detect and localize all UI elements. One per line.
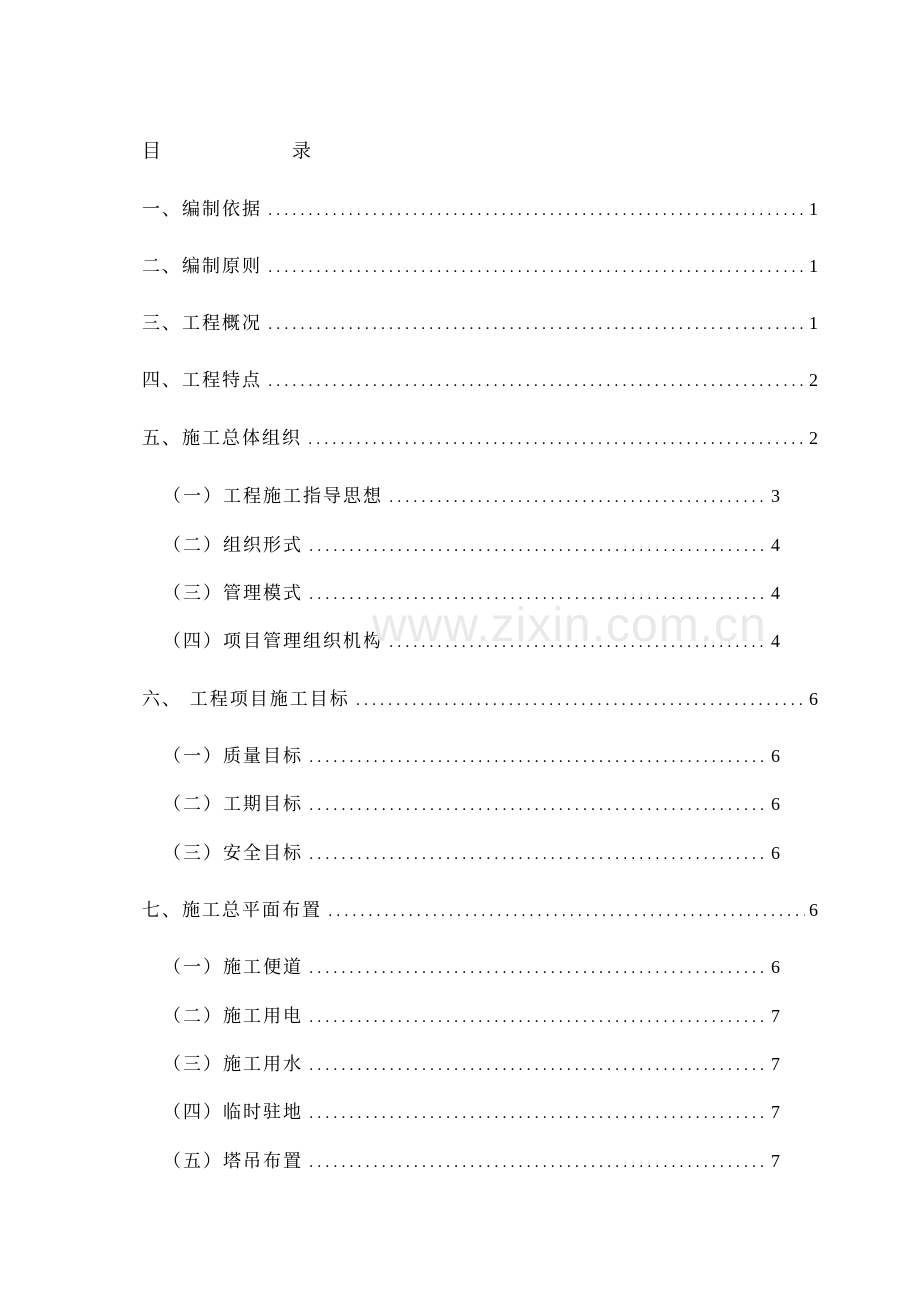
toc-entry[interactable] xyxy=(163,1004,780,1030)
toc-entry-label: 六、 工程项目施工目标 xyxy=(142,689,350,710)
toc-leader-dots xyxy=(309,843,767,867)
toc-entry-label: （五）塔吊布置 xyxy=(163,1151,303,1172)
toc-entry-label: 三、工程概况 xyxy=(142,313,262,334)
toc-entry-label: （三）管理模式 xyxy=(163,583,303,604)
toc-entry-page: 7 xyxy=(771,1102,780,1122)
toc-leader-dots xyxy=(309,1151,767,1175)
toc-leader-dots xyxy=(268,199,805,223)
toc-entry-label: （一）工程施工指导思想 xyxy=(163,486,383,507)
toc-entry-label: 一、编制依据 xyxy=(142,199,262,220)
toc-entry-label: （三）施工用水 xyxy=(163,1054,303,1075)
toc-leader-dots xyxy=(328,900,805,924)
toc-entry[interactable] xyxy=(163,629,780,655)
toc-entry[interactable] xyxy=(163,841,780,867)
toc-entry-label: 四、工程特点 xyxy=(142,370,262,391)
toc-entry[interactable] xyxy=(142,426,818,452)
toc-leader-dots xyxy=(309,535,767,559)
toc-entry[interactable] xyxy=(142,311,818,337)
toc-entry[interactable] xyxy=(142,898,818,924)
toc-entry[interactable] xyxy=(163,484,780,510)
toc-entry-label: 七、施工总平面布置 xyxy=(142,900,322,921)
toc-entry-page: 6 xyxy=(771,843,780,863)
toc-entry[interactable] xyxy=(163,744,780,770)
toc-entry-label: （二）组织形式 xyxy=(163,535,303,556)
toc-leader-dots xyxy=(309,957,767,981)
toc-entry-page: 2 xyxy=(809,428,818,448)
toc-leader-dots xyxy=(309,1102,767,1126)
toc-leader-dots xyxy=(309,746,767,770)
toc-entry-page: 1 xyxy=(809,199,818,219)
toc-title-right: 录 xyxy=(292,140,312,162)
toc-entry[interactable] xyxy=(142,254,818,280)
toc-title xyxy=(142,136,311,163)
toc-entry[interactable] xyxy=(163,533,780,559)
toc-leader-dots xyxy=(268,256,805,280)
toc-entry[interactable] xyxy=(163,1052,780,1078)
toc-entry-page: 6 xyxy=(771,746,780,766)
toc-entry-label: （二）工期目标 xyxy=(163,794,303,815)
toc-entry-label: （三）安全目标 xyxy=(163,843,303,864)
toc-leader-dots xyxy=(309,794,767,818)
toc-entry[interactable] xyxy=(163,792,780,818)
toc-entry-page: 1 xyxy=(809,256,818,276)
toc-entry-page: 3 xyxy=(771,486,780,506)
toc-leader-dots xyxy=(389,631,767,655)
toc-leader-dots xyxy=(268,313,805,337)
toc-entry-page: 7 xyxy=(771,1151,780,1171)
toc-entry-label: （二）施工用电 xyxy=(163,1006,303,1027)
toc-entry-page: 2 xyxy=(809,370,818,390)
toc-entry-label: （一）质量目标 xyxy=(163,746,303,767)
toc-entry[interactable] xyxy=(163,955,780,981)
toc-entry[interactable] xyxy=(163,1100,780,1126)
toc-entry-page: 4 xyxy=(771,535,780,555)
toc-leader-dots xyxy=(389,486,767,510)
toc-entry-page: 7 xyxy=(771,1054,780,1074)
toc-title-left: 目 xyxy=(142,140,162,162)
toc-entry-page: 6 xyxy=(809,689,818,709)
toc-leader-dots xyxy=(308,428,805,452)
toc-entry-label: （四）项目管理组织机构 xyxy=(163,631,383,652)
toc-entry[interactable] xyxy=(163,1149,780,1175)
toc-entry-label: 五、施工总体组织 xyxy=(142,428,302,449)
toc-entry[interactable] xyxy=(142,197,818,223)
toc-entry-label: （四）临时驻地 xyxy=(163,1102,303,1123)
toc-leader-dots xyxy=(309,1054,767,1078)
toc-entry-label: （一）施工便道 xyxy=(163,957,303,978)
watermark: www.zixin.com.cn xyxy=(372,599,767,652)
toc-entry-page: 4 xyxy=(771,583,780,603)
toc-leader-dots xyxy=(309,1006,767,1030)
toc-leader-dots xyxy=(309,583,767,607)
toc-entry-page: 4 xyxy=(771,631,780,651)
toc-leader-dots xyxy=(268,370,805,394)
toc-entry-label: 二、编制原则 xyxy=(142,256,262,277)
toc-entry[interactable] xyxy=(163,581,780,607)
toc-entry-page: 1 xyxy=(809,313,818,333)
toc-entry[interactable] xyxy=(142,687,818,713)
toc-entry-page: 6 xyxy=(771,957,780,977)
toc-entry-page: 6 xyxy=(771,794,780,814)
toc-entry[interactable] xyxy=(142,368,818,394)
toc-entry-page: 6 xyxy=(809,900,818,920)
toc-leader-dots xyxy=(356,689,805,713)
toc-entry-page: 7 xyxy=(771,1006,780,1026)
